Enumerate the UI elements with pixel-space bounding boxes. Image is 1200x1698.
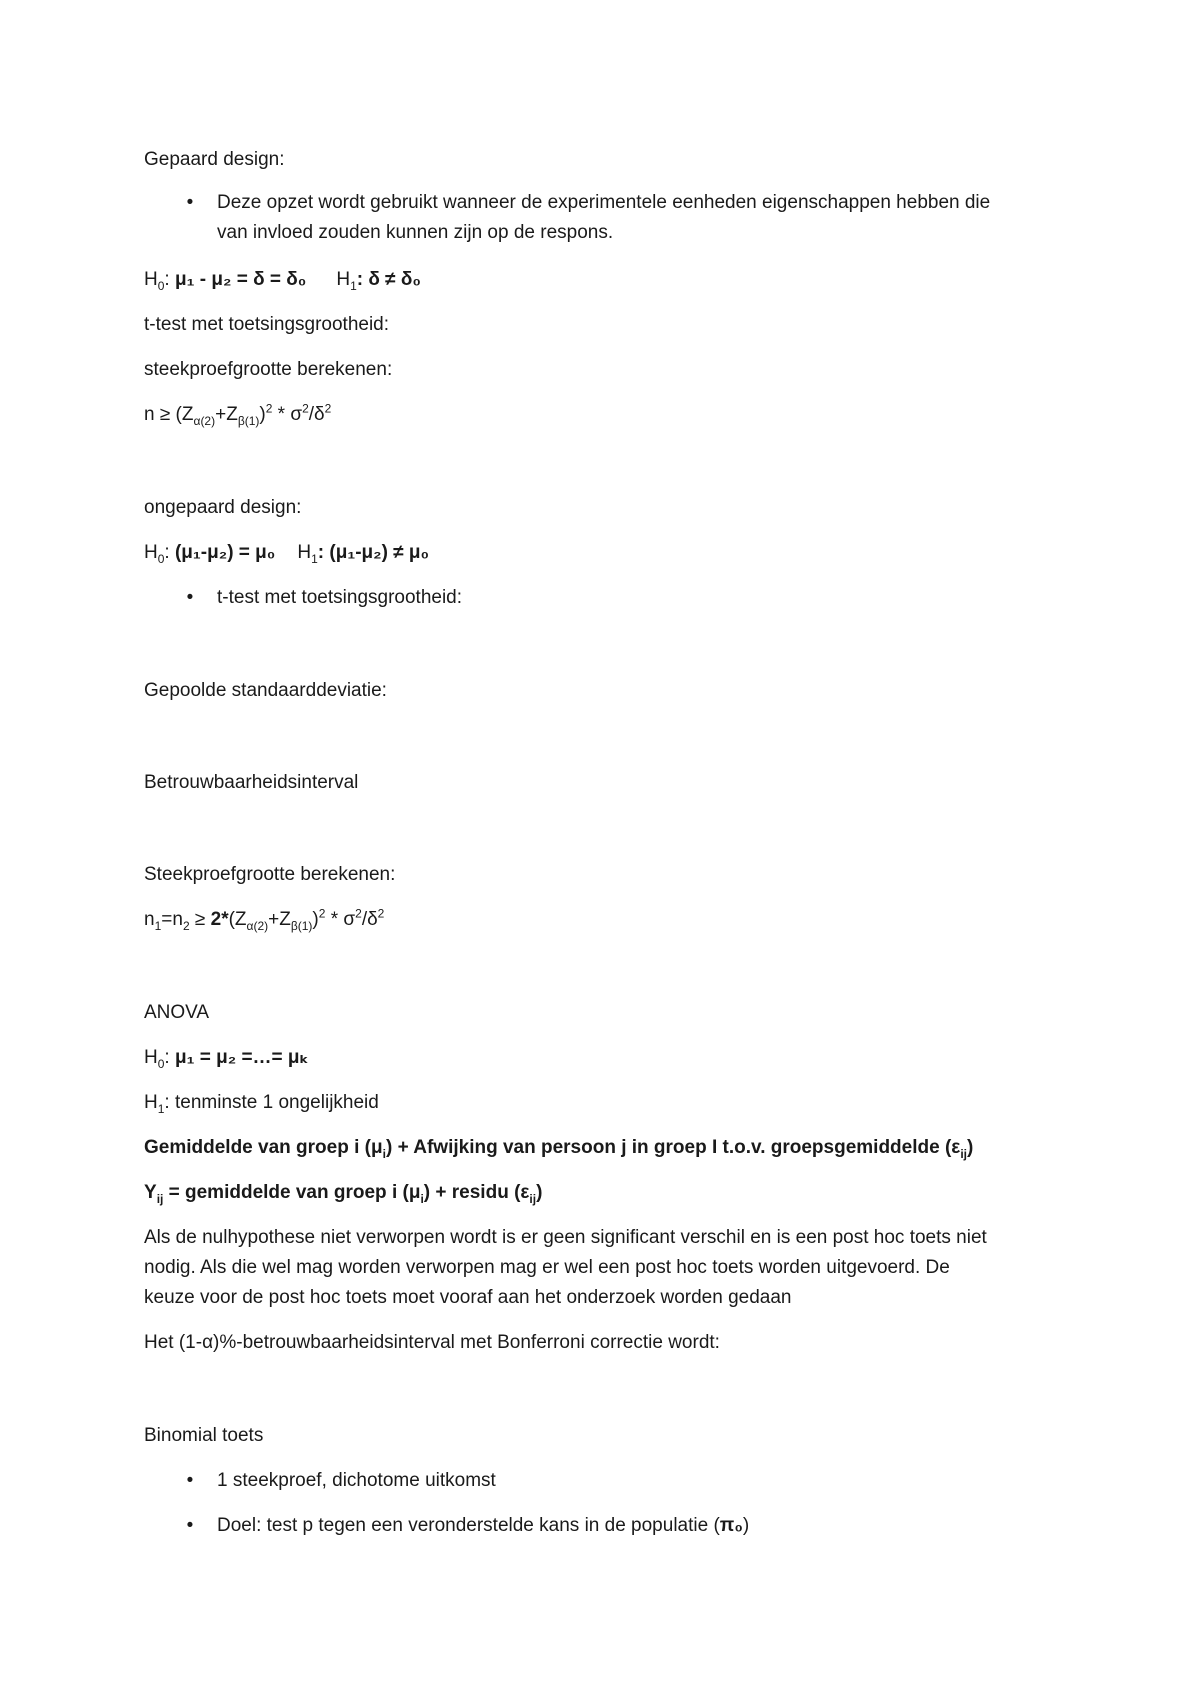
formula-part: * σ — [325, 909, 356, 930]
paired-ttest: t-test met toetsingsgrootheid: — [144, 314, 390, 335]
paired-sample-size-formula — [144, 400, 331, 430]
bullet2-pi: π₀ — [719, 1515, 743, 1536]
formula-sup: 2 — [265, 401, 273, 416]
bullet-marker: • — [186, 587, 194, 608]
h1-label: H — [144, 1092, 158, 1113]
h0-colon: : — [164, 542, 170, 563]
model-sub: ij — [960, 1146, 967, 1161]
formula-sup: 2 — [324, 401, 332, 416]
formula-sub: α(2) — [246, 918, 269, 933]
unpaired-bullet-ttest: t-test met toetsingsgrootheid: — [217, 587, 463, 608]
formula-sup: 2 — [318, 906, 326, 921]
formula-sub: α(2) — [193, 413, 216, 428]
model-part: Gemiddelde van groep i (μ — [144, 1137, 383, 1158]
paired-heading: Gepaard design: — [144, 149, 285, 170]
paired-bullet-line2: van invloed zouden kunnen zijn op de respons. — [217, 222, 614, 243]
anova-paragraph-line3: keuze voor de post hoc toets moet vooraf aan het onderzoek worden gedaan — [144, 1287, 792, 1308]
h0-label: H — [144, 269, 158, 290]
model-sub: i — [382, 1146, 386, 1161]
h1-subscript: 1 — [157, 1101, 165, 1116]
h0-label: H — [144, 1047, 158, 1068]
unpaired-hypotheses — [144, 538, 429, 568]
paired-bullet-line1: Deze opzet wordt gebruikt wanneer de experimentele eenheden eigenschappen hebben die — [217, 192, 991, 213]
model-part: Y — [144, 1182, 157, 1203]
anova-h1 — [144, 1088, 379, 1118]
formula-sub: 2 — [182, 918, 190, 933]
formula-part: * σ — [272, 404, 303, 425]
anova-paragraph-line1: Als de nulhypothese niet verworpen wordt is er geen significant verschil en is een post hoc toets niet — [144, 1227, 987, 1248]
h0-label: H — [144, 542, 158, 563]
h0-expression: μ₁ = μ₂ =…= μₖ — [174, 1047, 309, 1068]
formula-part: =n — [161, 909, 183, 930]
bullet2-text: ) — [742, 1515, 750, 1536]
formula-part: n ≥ (Z — [144, 404, 194, 425]
unpaired-sample-size-heading: Steekproefgrootte berekenen: — [144, 864, 396, 885]
formula-sup: 2 — [355, 906, 362, 921]
model-part: ) + Afwijking van persoon j in groep I t.o.v. groepsgemiddelde (ε — [385, 1137, 961, 1158]
formula-part: n — [144, 909, 155, 930]
h1-text: : tenminste 1 ongelijkheid — [164, 1092, 379, 1113]
formula-sub: 1 — [154, 918, 162, 933]
anova-h0 — [144, 1043, 309, 1073]
model-sub: ij — [156, 1191, 164, 1206]
h0-expression: μ₁ - μ₂ = δ = δ₀ — [174, 269, 307, 290]
h1-expression: : δ ≠ δ₀ — [356, 269, 421, 290]
pooled-sd-heading: Gepoolde standaarddeviatie: — [144, 680, 387, 701]
formula-part: 2* — [210, 909, 229, 930]
formula-part: ≥ — [189, 909, 211, 930]
h0-subscript: 0 — [157, 551, 165, 566]
formula-part: +Z — [268, 909, 291, 930]
h1-subscript: 1 — [350, 278, 357, 293]
formula-sup: 2 — [302, 401, 309, 416]
h0-subscript: 0 — [157, 278, 165, 293]
bonferroni-line: Het (1-α)%-betrouwbaarheidsinterval met Bonferroni correctie wordt: — [144, 1332, 720, 1353]
binomial-bullet1: 1 steekproef, dichotome uitkomst — [217, 1470, 496, 1491]
formula-part: (Z — [228, 909, 247, 930]
confidence-interval-heading: Betrouwbaarheidsinterval — [144, 772, 359, 793]
formula-sub: β(1) — [290, 918, 313, 933]
model-sub: i — [420, 1191, 424, 1206]
h0-colon: : — [164, 1047, 170, 1068]
model-part: ) — [966, 1137, 974, 1158]
h1-subscript: 1 — [311, 551, 318, 566]
formula-part: ) — [259, 404, 266, 425]
paired-hypotheses — [144, 265, 421, 295]
formula-sup: 2 — [377, 906, 385, 921]
unpaired-heading: ongepaard design: — [144, 497, 302, 518]
model-part: = gemiddelde van groep i (μ — [163, 1182, 421, 1203]
anova-heading: ANOVA — [144, 1002, 210, 1023]
bullet-marker: • — [186, 1515, 194, 1536]
formula-part: +Z — [215, 404, 238, 425]
unpaired-sample-size-formula — [144, 905, 384, 935]
formula-part: ) — [312, 909, 319, 930]
h1-expression: : (μ₁-μ₂) ≠ μ₀ — [317, 542, 430, 563]
model-part: ) + residu (ε — [423, 1182, 530, 1203]
formula-part: /δ — [308, 404, 325, 425]
h0-colon: : — [164, 269, 170, 290]
bullet-marker: • — [186, 1470, 194, 1491]
bullet-marker: • — [186, 192, 194, 213]
h0-subscript: 0 — [157, 1056, 165, 1071]
formula-sub: β(1) — [237, 413, 260, 428]
h1-label: H — [297, 542, 312, 563]
model-sub: ij — [529, 1191, 537, 1206]
paired-sample-size-heading: steekproefgrootte berekenen: — [144, 359, 393, 380]
binomial-bullet2 — [217, 1511, 749, 1541]
h1-label: H — [336, 269, 351, 290]
binomial-heading: Binomial toets — [144, 1425, 264, 1446]
formula-part: /δ — [361, 909, 378, 930]
bullet2-text: Doel: test p tegen een veronderstelde kans in de populatie ( — [217, 1515, 720, 1536]
anova-paragraph-line2: nodig. Als die wel mag worden verworpen mag er wel een post hoc toets worden uitgevoerd. De — [144, 1257, 950, 1278]
h0-expression: (μ₁-μ₂) = μ₀ — [174, 542, 276, 563]
model-part: ) — [536, 1182, 543, 1203]
anova-model-sentence — [144, 1133, 973, 1163]
anova-model-equation — [144, 1178, 542, 1208]
